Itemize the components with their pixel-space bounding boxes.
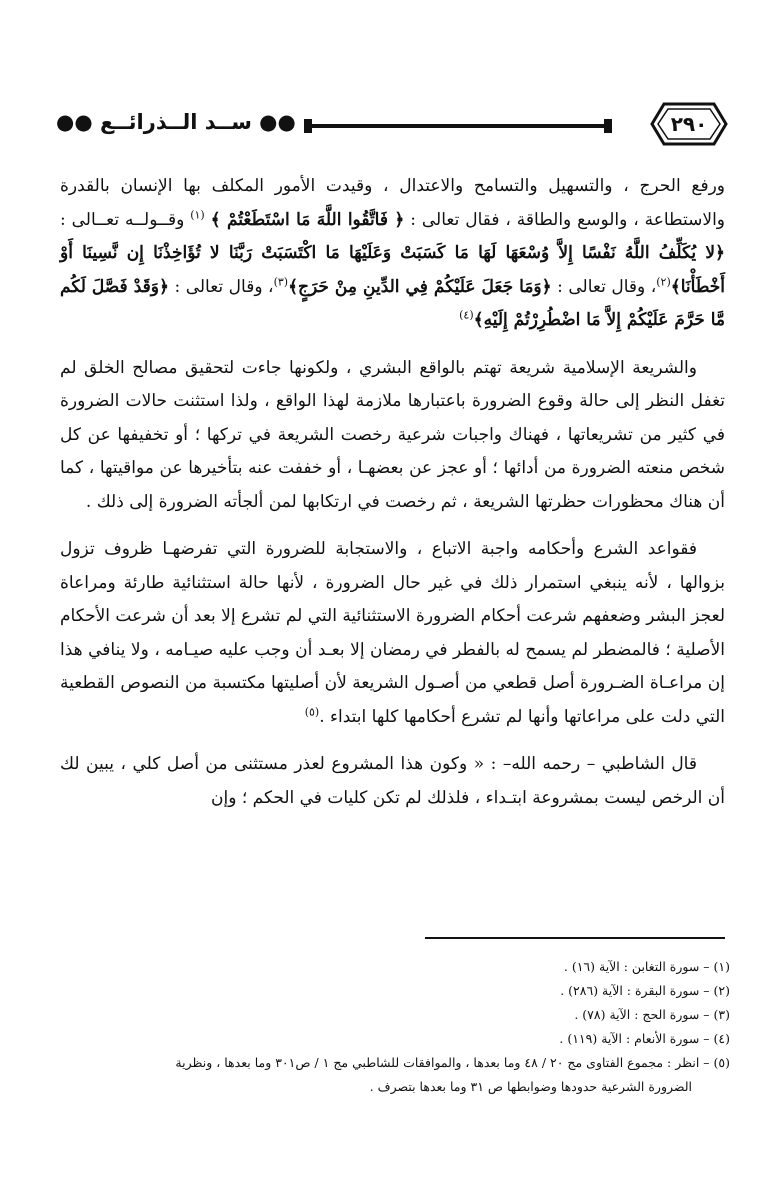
footnote-ref: (٣)	[273, 274, 289, 288]
footnote-4: (٤) – سورة الأنعام : الآية (١١٩) .	[559, 1031, 730, 1046]
page-number-ornament	[650, 102, 728, 146]
text-run: وقــولــه تعــالى :	[60, 209, 191, 230]
footnote-ref: (٢)	[656, 274, 671, 288]
footnote-ref: (٤)	[459, 308, 474, 322]
footnote-5-continued: الضرورة الشرعية حدودها وضوابطها ص ٣١ وما بعدها بتصرف .	[369, 1079, 692, 1094]
paragraph-3	[60, 533, 725, 734]
footnotes	[40, 955, 730, 1099]
body-text	[60, 170, 725, 815]
text-run: ، وقال تعالى :	[551, 276, 657, 297]
footnote-ref: (٥)	[304, 704, 320, 718]
text-run: ورفع الحرج ، والتسهيل والتسامح والاعتدال ، وقيدت الأمور المكلف بها الإنسان بالقدرة والاستطاعة ، والوسع والطاقة ، فقال تعالى :	[60, 176, 726, 230]
page-number: ٢٩٠	[670, 112, 708, 136]
footnote-separator	[425, 937, 725, 939]
header-rule-cap	[604, 119, 612, 133]
quran-verse: ﴿وَقَدْ فَصَّلَ لَكُم مَّا حَرَّمَ عَلَيْكُمْ إِلاَّ مَا اضْطُرِرْتُمْ إِلَيْهِ﴾	[60, 276, 725, 330]
quran-verse: ﴿لا يُكَلِّفُ اللَّهُ نَفْسًا إِلاَّ وُسْعَهَا لَهَا مَا كَسَبَتْ وَعَلَيْهَا مَا اكْتَسَبَتْ رَبَّنَا لا تُؤَاخِذْنَا إِن نَّسِينَا أَوْ أَخْطَأْنَا﴾	[60, 243, 725, 297]
running-title: ●● ســد الــذرائــع ●●	[56, 110, 296, 134]
paragraph-4: قال الشاطبي – رحمه الله– : « وكون هذا المشروع لعذر مستثنى من أصل كلي ، يبين لك أن الرخص ليست بمشروعة ابتـداء ، فلذلك لم تكن كليات في الحكم ؛ وإن	[60, 754, 725, 808]
paragraph-1	[60, 170, 725, 338]
page-header	[38, 100, 728, 150]
header-rule	[308, 124, 608, 128]
footnote-3: (٣) – سورة الحج : الآية (٧٨) .	[574, 1007, 730, 1022]
footnote-1: (١) – سورة التغابن : الآية (١٦) .	[563, 959, 730, 974]
text-run: فقواعد الشرع وأحكامه واجبة الاتباع ، والاستجابة للضرورة التي تفرضهـا ظروف تزول بزوالها ، لأنه ينبغي استمرار ذلك في غير حال الضرورة ، لأنها حالة استثنائية طارئة ومراعاة لعجز البشر وضعفهم شرعت أحكام الضرورة الاستثنائية التي لم تشرع إلا بعد أن شرعت الأحكام الأصلية ؛ فالمضطر لم يسمح له بالفطر في رمضان إلا بعـد أن وجب عليه صيـامه ، ولا ينافي هذا إن مراعـاة الضـرورة أصل قطعي من أصـول الشريعة لأن أصليتها مكتسبة من النصوص القطعية التي دلت على مراعاتها وأنها لم تشرع أحكامها كلها ابتداء .	[60, 539, 725, 727]
quran-verse: ﴿وَمَا جَعَلَ عَلَيْكُمْ فِي الدِّينِ مِنْ حَرَجٍ﴾	[288, 276, 552, 297]
footnote-2: (٢) – سورة البقرة : الآية (٢٨٦) .	[560, 983, 730, 998]
footnote-5: (٥) – انظر : مجموع الفتاوى مج ٢٠ / ٤٨ وما بعدها ، والموافقات للشاطبي مج ١ / ص٣٠١ وما بعدها ، ونظرية	[175, 1055, 730, 1070]
paragraph-2: والشريعة الإسلامية شريعة تهتم بالواقع البشري ، ولكونها جاءت لتحقيق مصالح الخلق لم تغفل النظر إلى حالة وقوع الضرورة باعتبارها ملازمة لهذا الواقع ، ولذا استثنت حالات الضرورة في كثير من تشريعاتها ، فهناك واجبات شرعية رخصت الشريعة في تركها ؛ أو تخفيفها عن كل شخص منعته الضرورة من أدائها ؛ أو عجز عن بعضهـا ، أو خففت عنه بتأخيرها عن مواقيتها ، كما أن هناك محظورات حظرتها الشريعة ، ثم رخصت في ارتكابها لمن ألجأته الضرورة إلى ذلك .	[60, 357, 725, 512]
footnote-ref: (١)	[190, 207, 205, 221]
quran-verse: ﴿ فَاتَّقُوا اللَّهَ مَا اسْتَطَعْتُمْ ﴾	[210, 209, 405, 230]
text-run: ، وقال تعالى :	[168, 276, 274, 297]
